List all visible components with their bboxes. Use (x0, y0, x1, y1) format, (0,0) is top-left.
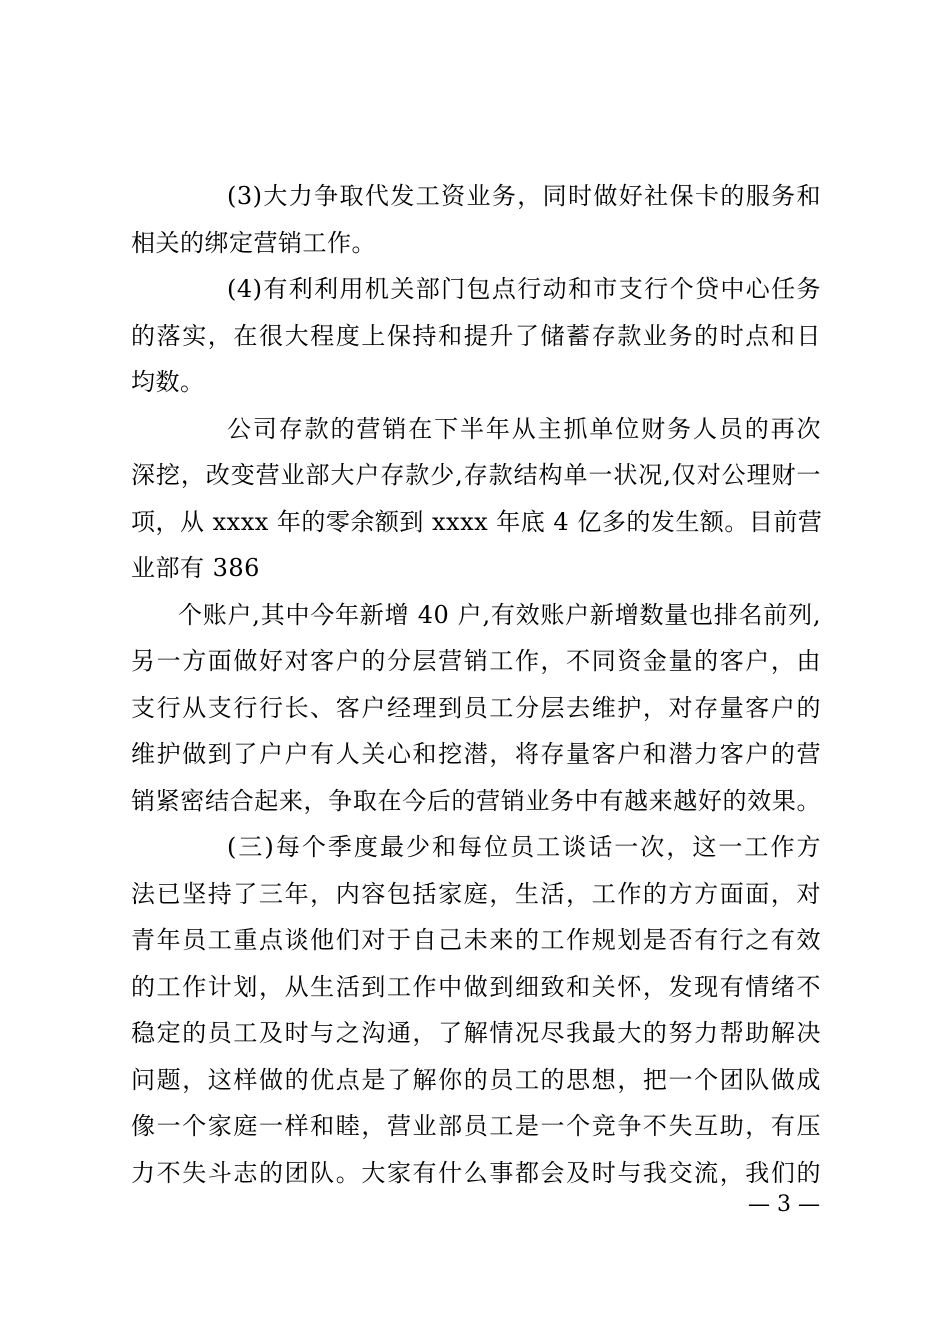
text-line: 个账户,其中今年新增 40 户,有效账户新增数量也排名前列, (178, 601, 821, 629)
text-line: 均数。 (131, 368, 205, 396)
text-line: 的落实，在很大程度上保持和提升了储蓄存款业务的时点和日 (131, 322, 821, 350)
text-line: (三)每个季度最少和每位员工谈话一次，这一工作方 (227, 833, 821, 861)
text-line: 问题，这样做的优点是了解你的员工的思想，把一个团队做成 (131, 1066, 821, 1094)
text-line: 销紧密结合起来，争取在今后的营销业务中有越来越好的效果。 (131, 787, 821, 815)
text-line: 另一方面做好对客户的分层营销工作，不同资金量的客户，由 (131, 647, 821, 675)
text-line: 青年员工重点谈他们对于自己未来的工作规划是否有行之有效 (131, 926, 821, 954)
text-line: 法已坚持了三年，内容包括家庭，生活，工作的方方面面，对 (131, 880, 821, 908)
text-line: (3)大力争取代发工资业务，同时做好社保卡的服务和 (227, 182, 821, 210)
text-line: 业部有 386 (131, 554, 260, 582)
text-line: 相关的绑定营销工作。 (131, 229, 376, 257)
text-line: 深挖，改变营业部大户存款少,存款结构单一状况,仅对公理财一 (131, 461, 821, 489)
text-line: 力不失斗志的团队。大家有什么事都会及时与我交流，我们的 (131, 1159, 821, 1187)
text-line: 的工作计划，从生活到工作中做到细致和关怀，发现有情绪不 (131, 973, 821, 1001)
text-line: 项，从 xxxx 年的零余额到 xxxx 年底 4 亿多的发生额。目前营 (131, 508, 823, 536)
page-number: — 3 — (748, 1192, 820, 1217)
text-line: 像一个家庭一样和睦，营业部员工是一个竞争不失互助，有压 (131, 1112, 821, 1140)
text-line: 稳定的员工及时与之沟通，了解情况尽我最大的努力帮助解决 (131, 1019, 821, 1047)
text-line: 维护做到了户户有人关心和挖潜，将存量客户和潜力客户的营 (131, 740, 821, 768)
text-line: (4)有利利用机关部门包点行动和市支行个贷中心任务 (227, 275, 821, 303)
text-line: 公司存款的营销在下半年从主抓单位财务人员的再次 (227, 415, 821, 443)
text-line: 支行从支行行长、客户经理到员工分层去维护，对存量客户的 (131, 694, 821, 722)
